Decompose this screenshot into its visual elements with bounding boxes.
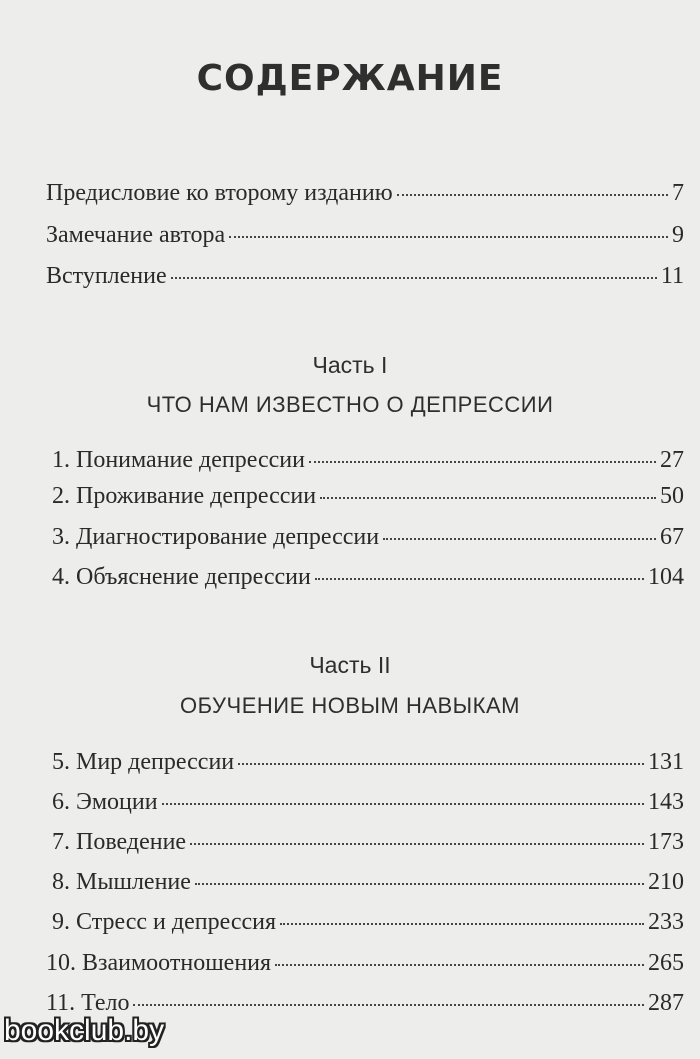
toc-entry-page: 50 (660, 483, 684, 509)
dot-leader (190, 843, 644, 845)
toc-entry-page: 7 (672, 180, 684, 206)
toc-entry-label: 9. Стресс и депрессия (52, 909, 277, 935)
toc-entry (52, 789, 684, 816)
dot-leader (275, 964, 644, 966)
toc-entry (52, 909, 684, 936)
toc-entry-page: 131 (648, 749, 684, 775)
toc-entry-label: 2. Проживание депрессии (52, 483, 317, 509)
toc-entry-label: 8. Мышление (52, 869, 191, 895)
toc-entry-page: 11 (660, 263, 684, 289)
toc-entry-page: 265 (648, 950, 684, 976)
dot-leader (162, 803, 644, 805)
toc-entry (46, 950, 684, 977)
toc-entry (46, 222, 684, 249)
part-2-title: ОБУЧЕНИЕ НОВЫМ НАВЫКАМ (180, 693, 520, 718)
toc-entry (52, 564, 684, 591)
toc-entry-page: 287 (648, 990, 684, 1016)
toc-entry (52, 869, 684, 896)
dot-leader (397, 194, 668, 196)
toc-entry-label: Вступление (46, 263, 167, 289)
toc-entry-page: 173 (648, 829, 684, 855)
toc-entry-page: 67 (660, 524, 684, 550)
dot-leader (238, 763, 644, 765)
dot-leader (309, 461, 656, 463)
toc-entry (46, 180, 684, 207)
toc-entry-label: 7. Поведение (52, 829, 187, 855)
toc-entry-label: 1. Понимание депрессии (52, 447, 305, 473)
dot-leader (315, 578, 644, 580)
toc-entry-label: 6. Эмоции (52, 789, 158, 815)
toc-entry-page: 233 (648, 909, 684, 935)
toc-entry-label: 5. Мир депрессии (52, 749, 235, 775)
toc-entry-label: Предисловие ко второму изданию (46, 180, 393, 206)
part-2-label: Часть II (309, 652, 391, 678)
toc-entry (52, 483, 684, 510)
site-watermark: bookclub.by (4, 1014, 165, 1047)
toc-entry-page: 104 (648, 564, 684, 590)
dot-leader (195, 883, 644, 885)
toc-entry-page: 9 (672, 222, 684, 248)
toc-entry-label: 10. Взаимоотношения (46, 950, 272, 976)
toc-entry (52, 524, 684, 551)
toc-entry-label: 11. Тело (46, 990, 130, 1016)
part-1-label: Часть I (312, 352, 388, 378)
dot-leader (320, 497, 656, 499)
toc-entry-page: 210 (648, 869, 684, 895)
toc-entry-label: Замечание автора (46, 222, 226, 248)
toc-entry (52, 749, 684, 776)
toc-entry-page: 27 (660, 447, 684, 473)
dot-leader (383, 538, 656, 540)
toc-entry-label: 4. Объяснение депрессии (52, 564, 311, 590)
dot-leader (171, 277, 657, 279)
toc-entry (46, 990, 684, 1017)
toc-entry-label: 3. Диагностирование депрессии (52, 524, 380, 550)
toc-entry (52, 829, 684, 856)
toc-entry (52, 447, 684, 474)
contents-title: СОДЕРЖАНИЕ (196, 58, 504, 99)
dot-leader (229, 236, 668, 238)
dot-leader (133, 1004, 644, 1006)
toc-entry (46, 263, 684, 290)
toc-entry-page: 143 (648, 789, 684, 815)
part-1-title: ЧТО НАМ ИЗВЕСТНО О ДЕПРЕССИИ (146, 392, 554, 417)
dot-leader (280, 923, 644, 925)
